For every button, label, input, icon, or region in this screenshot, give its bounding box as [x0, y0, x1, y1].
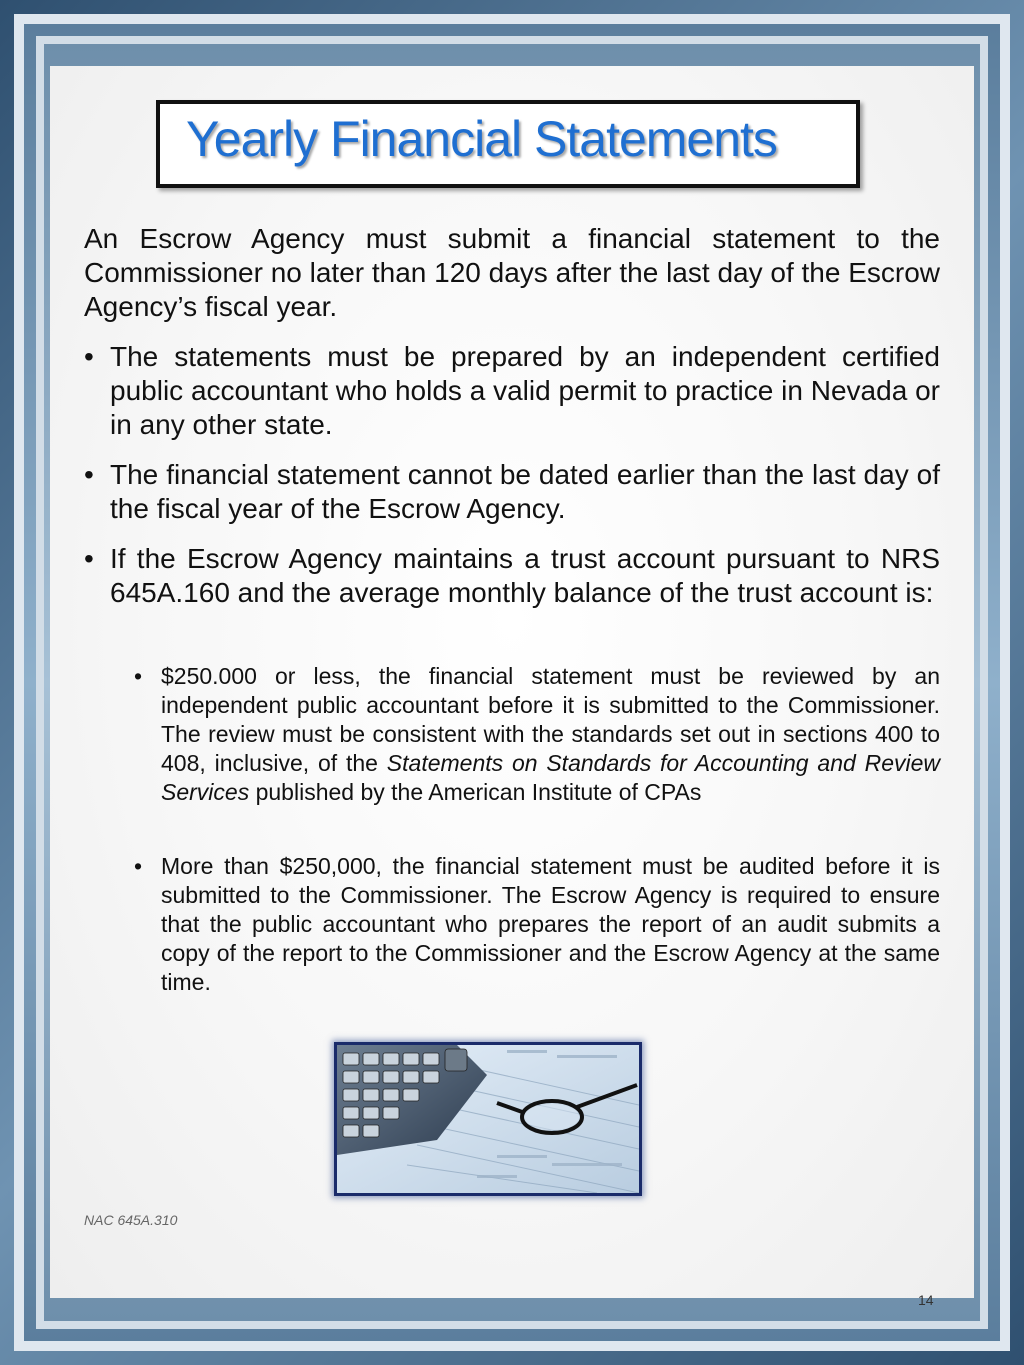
bullet-icon: •	[84, 341, 94, 372]
sub-list-item	[134, 852, 940, 997]
calculator-photo	[334, 1042, 642, 1196]
citation: NAC 645A.310	[84, 1212, 178, 1228]
page-title: Yearly Financial Statements	[186, 111, 777, 167]
list-item-text: The financial statement cannot be dated earlier than the last day of the fiscal year of the Escrow Agency.	[110, 459, 940, 524]
list-item	[84, 542, 940, 610]
sub-list-item-text	[161, 662, 940, 807]
bullet-icon: •	[84, 543, 94, 574]
publication-title: Statements on Standards for Accounting and Review Services	[161, 750, 941, 805]
sub-list-item-text-part: $250.000 or less, the financial statement must be reviewed by an independent public accountant before it is submitted to the Commissioner. The review must be consistent with the standards set out in sections 400 to 408, inclusive, of the	[161, 663, 940, 776]
bullet-icon: •	[134, 663, 143, 689]
bullet-icon: •	[84, 459, 94, 490]
sub-list-item-text: More than $250,000, the financial statement must be audited before it is submitted to the Commissioner. The Escrow Agency is required to ensure that the public accountant who prepares the report of an audit submits a copy of the report to the Commissioner and the Escrow Agency at the same time.	[161, 853, 940, 995]
slide	[50, 66, 974, 1308]
sub-list-item	[134, 662, 940, 807]
title-box	[156, 100, 860, 188]
list-item-text: If the Escrow Agency maintains a trust account pursuant to NRS 645A.160 and the average monthly balance of the trust account is:	[110, 543, 940, 608]
calculator-glasses-image	[337, 1045, 639, 1193]
list-item	[84, 340, 940, 442]
page-number: 14	[918, 1292, 934, 1308]
bullet-icon: •	[134, 853, 143, 879]
list-item	[84, 458, 940, 526]
intro-paragraph: An Escrow Agency must submit a financial statement to the Commissioner no later than 120 days after the last day of the Escrow Agency’s fiscal year.	[84, 223, 940, 322]
list-item-text: The statements must be prepared by an independent certified public accountant who holds a valid permit to practice in Nevada or in any other state.	[110, 341, 940, 440]
sub-list-item-text-part: published by the American Institute of CPAs	[255, 779, 702, 805]
